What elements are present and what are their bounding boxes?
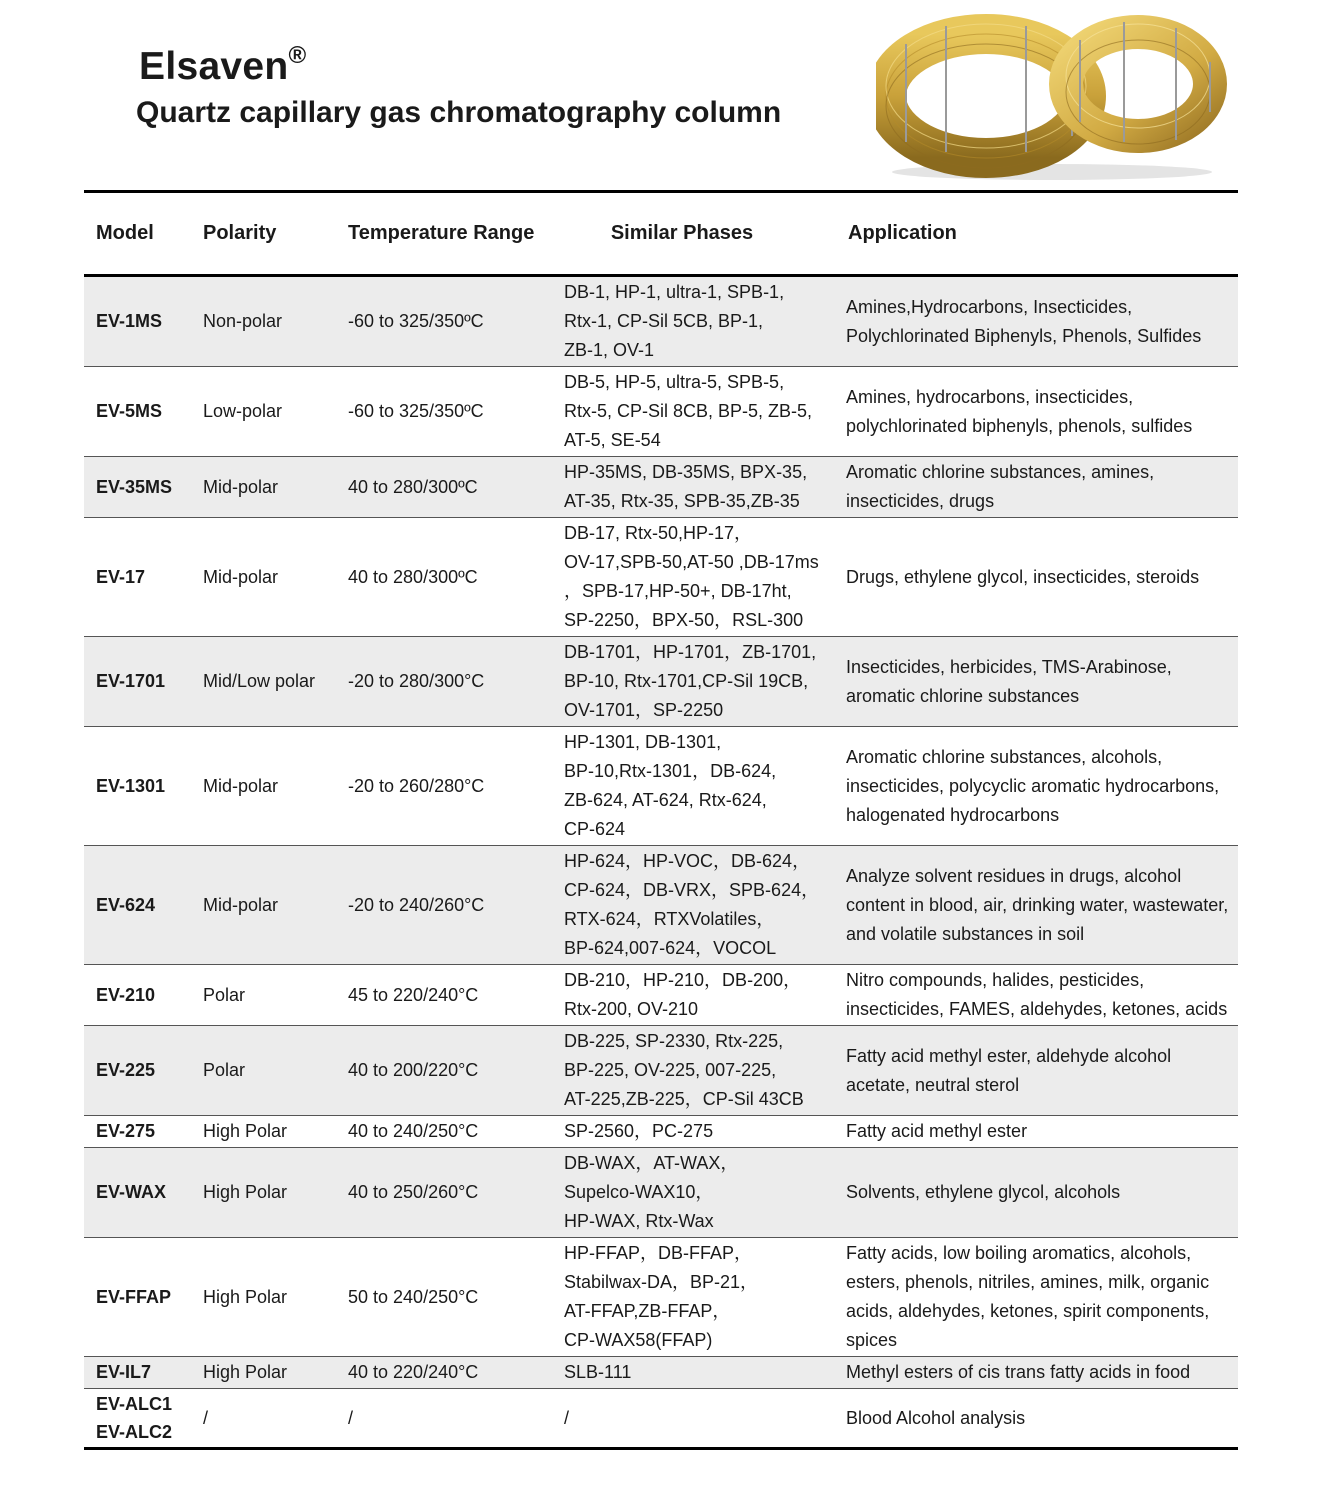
table-row [84,1389,1238,1449]
temperature-cell: 40 to 240/250°C [348,1121,479,1141]
table-row [84,367,1238,457]
model-cell: EV-1701 [96,671,166,691]
model-cell: EV-35MS [96,476,173,497]
application-cell: Fatty acid methyl ester [846,1121,1028,1141]
similar-phases-cell: HP-35MS, DB-35MS, BPX-35, AT-35, Rtx-35, SPB-35,ZB-35 [564,462,808,511]
temperature-cell: 40 to 250/260°C [348,1182,479,1202]
application-cell: Fatty acid methyl ester, aldehyde alcohol acetate, neutral sterol [846,1045,1172,1095]
polarity-cell: Mid-polar [203,476,279,497]
table-header-row [84,192,1238,276]
temperature-cell: -20 to 280/300°C [348,671,485,691]
model-cell: EV-275 [96,1121,156,1141]
application-cell: Insecticides, herbicides, TMS-Arabinose, aromatic chlorine substances [846,656,1172,706]
application-cell: Aromatic chlorine substances, alcohols, insecticides, polycyclic aromatic hydrocarbons, halogenated hydrocarbons [846,746,1220,825]
column-header-application: Application [848,222,957,244]
table-row [84,1357,1238,1389]
polarity-cell: High Polar [203,1286,288,1307]
brand-title [139,42,307,89]
temperature-cell: 45 to 220/240°C [348,984,479,1005]
model-cell: EV-5MS [96,401,163,421]
application-cell: Fatty acids, low boiling aromatics, alcohols, esters, phenols, nitriles, amines, milk, organic acids, aldehydes, ketones, spirit components, spices [846,1243,1210,1350]
brand-name: Elsaven [139,45,289,88]
table-row [84,276,1238,367]
application-cell: Drugs, ethylene glycol, insecticides, steroids [846,566,1200,587]
application-cell: Amines, hydrocarbons, insecticides, polychlorinated biphenyls, phenols, sulfides [846,386,1193,436]
similar-phases-cell: DB-1, HP-1, ultra-1, SPB-1, Rtx-1, CP-Sil 5CB, BP-1, ZB-1, OV-1 [564,282,785,360]
similar-phases-cell: HP-FFAP，DB-FFAP， Stabilwax-DA，BP-21， AT-FFAP,ZB-FFAP， CP-WAX58(FFAP) [564,1243,759,1350]
polarity-cell: Mid-polar [203,775,279,796]
temperature-cell: -20 to 240/260°C [348,894,485,915]
table-row [84,1116,1238,1148]
table-row [84,518,1238,637]
polarity-cell: Non-polar [203,311,283,331]
column-header-polarity: Polarity [203,222,277,244]
polarity-cell: Low-polar [203,401,283,421]
similar-phases-cell: SLB-111 [564,1362,632,1382]
model-cell: EV-IL7 [96,1362,152,1382]
table-row [84,1148,1238,1238]
similar-phases-cell: DB-1701，HP-1701，ZB-1701, BP-10, Rtx-1701,CP-Sil 19CB, OV-1701，SP-2250 [564,642,817,720]
model-cell: EV-210 [96,984,156,1005]
model-cell: EV-17 [96,566,146,587]
model-cell: EV-624 [96,894,156,915]
polarity-cell: Mid/Low polar [203,671,316,691]
model-cell: EV-ALC1 EV-ALC2 [96,1394,173,1442]
application-cell: Blood Alcohol analysis [846,1407,1026,1428]
model-cell: EV-1301 [96,775,166,796]
column-header-temperature-range: Temperature Range [348,222,535,244]
temperature-cell: -60 to 325/350ºC [348,311,484,331]
table-row [84,965,1238,1026]
temperature-cell: / [348,1407,354,1428]
similar-phases-cell: HP-1301, DB-1301, BP-10,Rtx-1301，DB-624, ZB-624, AT-624, Rtx-624, CP-624 [564,732,777,839]
table-row [84,846,1238,965]
similar-phases-cell: DB-5, HP-5, ultra-5, SPB-5, Rtx-5, CP-Sil 8CB, BP-5, ZB-5, AT-5, SE-54 [564,372,813,450]
similar-phases-cell: / [564,1407,570,1428]
model-cell: EV-225 [96,1060,156,1080]
model-cell: EV-1MS [96,311,163,331]
similar-phases-cell: DB-WAX，AT-WAX， Supelco-WAX10， HP-WAX, Rtx-Wax [564,1153,739,1231]
application-cell: Solvents, ethylene glycol, alcohols [846,1182,1121,1202]
column-header-similar-phases: Similar Phases [610,222,754,244]
temperature-cell: 40 to 220/240°C [348,1362,479,1382]
application-cell: Analyze solvent residues in drugs, alcohol content in blood, air, drinking water, wastewater, and volatile substances in soil [846,865,1229,944]
polarity-cell: / [203,1407,209,1428]
application-cell: Methyl esters of cis trans fatty acids in food [846,1362,1191,1382]
similar-phases-cell: SP-2560，PC-275 [564,1121,714,1141]
page-subtitle: Quartz capillary gas chromatography column [136,96,782,129]
table-row [84,457,1238,518]
temperature-cell: 40 to 280/300ºC [348,476,478,497]
gc-column-table [84,190,1238,1450]
polarity-cell: Polar [203,1060,246,1080]
application-cell: Aromatic chlorine substances, amines, insecticides, drugs [846,462,1155,511]
table-row [84,637,1238,727]
table-row [84,1238,1238,1357]
model-cell: EV-FFAP [96,1286,172,1307]
table-row [84,727,1238,846]
gc-column-image [876,4,1228,182]
registered-mark: ® [288,42,307,69]
similar-phases-cell: DB-225, SP-2330, Rtx-225, BP-225, OV-225, 007-225, AT-225,ZB-225，CP-Sil 43CB [564,1031,804,1109]
model-cell: EV-WAX [96,1182,167,1202]
temperature-cell: -20 to 260/280°C [348,775,485,796]
temperature-cell: 50 to 240/250°C [348,1286,479,1307]
polarity-cell: Polar [203,984,246,1005]
application-cell: Amines,Hydrocarbons, Insecticides, Polychlorinated Biphenyls, Phenols, Sulfides [846,296,1202,346]
table-row [84,1026,1238,1116]
temperature-cell: 40 to 280/300ºC [348,566,478,587]
temperature-cell: 40 to 200/220°C [348,1060,479,1080]
similar-phases-cell: DB-210，HP-210，DB-200， Rtx-200, OV-210 [564,970,802,1019]
column-header-model: Model [96,222,154,244]
polarity-cell: Mid-polar [203,566,279,587]
similar-phases-cell: DB-17, Rtx-50,HP-17， OV-17,SPB-50,AT-50 ,DB-17ms ，SPB-17,HP-50+, DB-17ht, SP-2250，BPX-50，RSL-300 [564,523,819,630]
application-cell: Nitro compounds, halides, pesticides, insecticides, FAMES, aldehydes, ketones, acids [846,970,1228,1019]
polarity-cell: Mid-polar [203,894,279,915]
polarity-cell: High Polar [203,1362,288,1382]
polarity-cell: High Polar [203,1121,288,1141]
polarity-cell: High Polar [203,1182,288,1202]
similar-phases-cell: HP-624，HP-VOC，DB-624， CP-624，DB-VRX，SPB-624， RTX-624，RTXVolatiles， BP-624,007-624，VOCOL [564,851,820,958]
temperature-cell: -60 to 325/350ºC [348,401,484,421]
